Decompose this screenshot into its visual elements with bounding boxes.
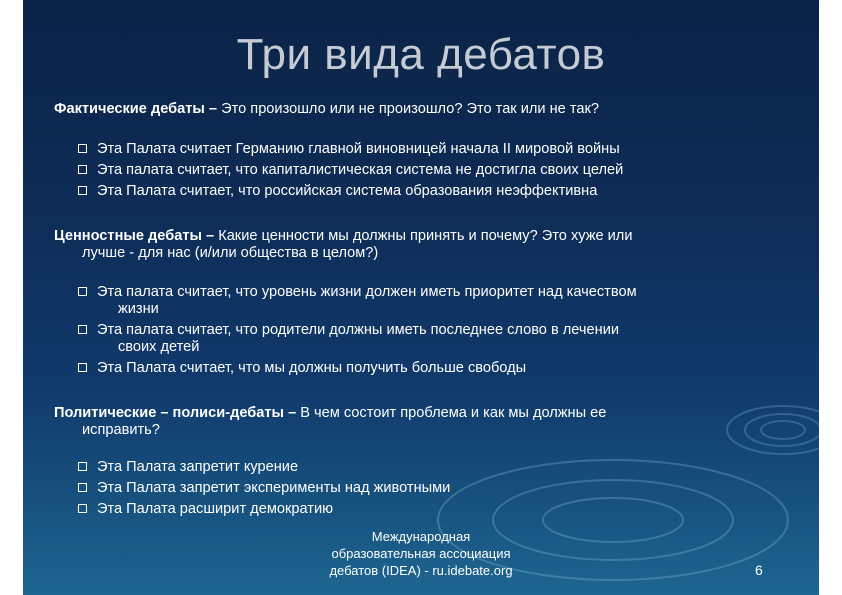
slide <box>23 0 819 595</box>
list-item: Эта Палата запретит курение <box>97 459 298 476</box>
checkbox-icon <box>78 144 87 153</box>
checkbox-icon <box>78 325 87 334</box>
checkbox-icon <box>78 483 87 492</box>
checkbox-icon <box>78 462 87 471</box>
section-factual-heading: Фактические дебаты – <box>54 101 222 117</box>
checkbox-icon <box>78 504 87 513</box>
slide-title: Три вида дебатов <box>236 30 606 79</box>
checkbox-icon <box>78 165 87 174</box>
section-policy-question: В чем состоит проблема и как мы должны ее <box>300 405 607 421</box>
list-item: Эта Палата считает Германию главной виновницей начала II мировой войны <box>97 141 620 158</box>
list-item: Эта палата считает, что родители должны иметь последнее слово в лечении своих детей <box>97 322 619 356</box>
footer-organization: Международная образовательная ассоциация дебатов (IDEA) - ru.idebate.org <box>329 529 513 578</box>
page-number: 6 <box>755 562 763 578</box>
list-item: Эта Палата запретит эксперименты над животными <box>97 480 450 497</box>
list-item: Эта Палата считает, что мы должны получить больше свободы <box>97 360 526 377</box>
checkbox-icon <box>78 363 87 372</box>
checkbox-icon <box>78 287 87 296</box>
list-item: Эта Палата считает, что российская система образования неэффективна <box>97 183 597 200</box>
section-policy-heading: Политические – полиси-дебаты – <box>54 405 301 421</box>
section-value <box>54 228 794 262</box>
section-policy <box>54 405 794 439</box>
checkbox-icon <box>78 186 87 195</box>
section-factual <box>54 101 794 118</box>
section-factual-question: Это произошло или не произошло? Это так или не так? <box>221 101 599 117</box>
section-value-question: Какие ценности мы должны принять и почему? Это хуже или <box>218 228 633 244</box>
section-value-heading: Ценностные дебаты – <box>54 228 219 244</box>
list-item: Эта Палата расширит демократию <box>97 501 333 518</box>
list-item: Эта палата считает, что уровень жизни должен иметь приоритет над качеством жизни <box>97 284 637 318</box>
section-policy-question-cont: исправить? <box>82 422 160 438</box>
section-value-question-cont: лучше - для нас (и/или общества в целом?) <box>82 245 379 261</box>
list-item: Эта палата считает, что капиталистическая система не достигла своих целей <box>97 162 623 179</box>
